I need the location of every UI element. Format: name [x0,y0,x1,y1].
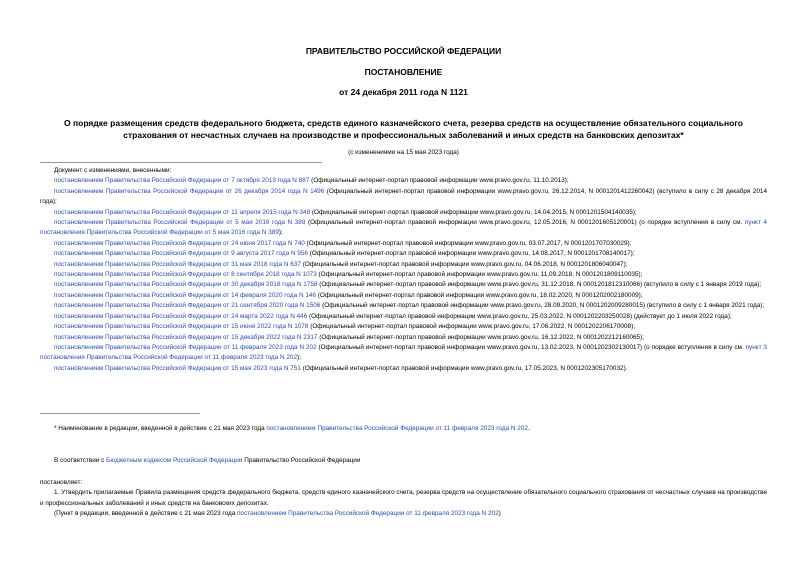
change-text: (Официальный интернет-портал правовой информации www.pravo.gov.ru, 18.02.2020, N 0001202002180009); [316,291,643,299]
change-link[interactable]: постановлением Правительства Российской Федерации от 5 мая 2016 года N 389 [54,219,306,227]
change-item [40,301,767,311]
change-link[interactable]: постановлением Правительства Российской Федерации от 24 июня 2017 года N 740 [54,239,305,247]
note-tail: ) [498,510,501,518]
change-item [40,291,767,301]
doc-type-heading: ПОСТАНОВЛЕНИЕ [364,67,443,77]
change-text: (Официальный интернет-портал правовой информации www.pravo.gov.ru, 13.02.2023, N 0001202302130017) (о порядке вступления в силу см. [316,343,746,351]
note-text: (Пункт в редакции, введенной в действие с 21 мая 2023 года [54,510,238,518]
date-number-heading: от 24 декабря 2011 года N 1121 [339,87,468,97]
change-item [40,364,767,374]
change-link[interactable]: постановлением Правительства Российской Федерации от 21 сентября 2020 года N 1506 [54,302,321,310]
change-text: (Официальный интернет-портал правовой информации www.pravo.gov.ru, 03.07.2017, N 0001201707030029); [304,239,632,247]
change-item [40,270,767,280]
change-text: (Официальный интернет-портал правовой информации www.pravo.gov.ru, 17.06.2022, N 0001202206170008); [308,323,635,331]
change-item [40,333,767,343]
change-link[interactable]: постановлением Правительства Российской Федерации от 31 мая 2018 года N 637 [54,260,301,268]
change-tail: ); [297,354,301,362]
footnote-link[interactable]: постановлением Правительства Российской Федерации от 11 февраля 2023 года N 202 [266,425,528,432]
footnote-tail: . [527,425,530,432]
change-item [40,249,767,259]
change-text: (Официальный интернет-портал правовой информации www.pravo.gov.ru, 11.10.2013); [309,177,569,185]
footnote-text: * Наименование в редакции, введенной в действие с 21 мая 2023 года [54,425,267,432]
change-link[interactable]: постановлением Правительства Российской Федерации от 7 октября 2013 года N 887 [54,177,310,185]
note-link[interactable]: постановлением Правительства Российской Федерации от 11 февраля 2023 года N 202 [237,510,499,518]
change-link[interactable]: постановлением Правительства Российской Федерации от 15 июня 2022 года N 1078 [54,323,309,331]
change-tail: ); [278,229,283,237]
change-link[interactable]: постановлением Правительства Российской Федерации от 15 мая 2023 года N 751 [54,364,301,372]
change-text: (Официальный интернет-портал правовой информации www.pravo.gov.ru, 17.05.2023, N 0001202305170032). [300,364,628,372]
legal-basis [54,457,767,464]
change-text: (Официальный интернет-портал правовой информации www.pravo.gov.ru, 31.12.2018, N 0001201812310066) (вступило в силу с 1 января 2019 года); [317,281,762,289]
change-link[interactable]: постановлением Правительства Российской Федерации от 11 апреля 2015 года N 348 [54,208,311,216]
document-title: О порядке размещения средств федерального бюджета, средств единого казначейского счета, резерва средств на осуществление обязательного социального страхования от несчастных случаев на производстве и профессиональных заболеваний и иных средств на банковских депозитах* [64,118,743,140]
footnote-divider [40,413,200,414]
change-text: (Официальный интернет-портал правовой информации www.pravo.gov.ru, 11.09.2018, N 0001201809110035); [316,271,643,279]
change-link[interactable]: постановлением Правительства Российской Федерации от 14 февраля 2020 года N 146 [54,291,317,299]
change-item [40,208,767,218]
footnote [54,425,767,432]
change-link[interactable]: постановлением Правительства Российской Федерации от 11 февраля 2023 года N 202 [54,343,317,351]
change-items [40,176,767,374]
change-link[interactable]: постановлением Правительства Российской Федерации от 9 августа 2017 года N 956 [54,250,308,258]
change-text: (Официальный интернет-портал правовой информации www.pravo.gov.ru, 14.08.2017, N 0001201708140017); [307,250,635,258]
change-item [40,187,767,208]
change-link[interactable]: постановлением Правительства Российской Федерации от 26 декабря 2014 года N 1496 [54,187,325,195]
change-link[interactable]: постановлением Правительства Российской Федерации от 15 декабря 2022 года N 2317 [54,333,318,341]
change-item [40,280,767,290]
change-item [40,260,767,270]
decree-paragraph-note [40,509,767,519]
change-link[interactable]: постановлением Правительства Российской Федерации от 30 декабря 2018 года N 1758 [54,281,318,289]
change-text: (Официальный интернет-портал правовой информации www.pravo.gov.ru, 25.03.2022, N 0001202203250028) (действует до 1 июля 2022 года); [307,312,732,320]
change-text: (Официальный интернет-портал правовой информации www.pravo.gov.ru, 26.12.2014, N 0001201412260042) (вступило в силу с 28 декабря 2014 года); [40,187,767,206]
change-item [40,218,767,239]
basis-text: В соответствии с [54,457,107,464]
decree-paragraph-1: 1. Утвердить прилагаемые Правила размещения средств федерального бюджета, средств единого казначейского счета, резерва средств на осуществление обязательного социального страхования от несчастных случаев на производстве и профессиональных заболеваний и иных средств на банковских депозитах. [40,489,767,507]
change-text: (Официальный интернет-портал правовой информации www.pravo.gov.ru, 28.09.2020, N 0001202009280015) (вступило в силу с 1 января 2021 года); [320,302,765,310]
change-link[interactable]: постановлением Правительства Российской Федерации от 24 марта 2022 года N 446 [54,312,308,320]
decree-body [40,478,767,520]
change-item [40,343,767,364]
change-text: (Официальный интернет-портал правовой информации www.pravo.gov.ru, 14.04.2015, N 0001201504140035); [310,208,637,216]
basis-tail: Правительство Российской Федерации [242,457,361,464]
change-item [40,312,767,322]
changes-list [40,166,767,374]
change-text: (Официальный интернет-портал правовой информации www.pravo.gov.ru, 12.05.2016, N 0001201605120001) (о порядке вступления в силу см. [305,219,745,227]
change-link-secondary[interactable]: пункт 3 постановления Правительства Российской Федерации от 11 февраля 2023 года N 202 [40,343,767,362]
change-item [40,239,767,249]
change-item [40,176,767,186]
issuer-heading: ПРАВИТЕЛЬСТВО РОССИЙСКОЙ ФЕДЕРАЦИИ [305,46,502,56]
budget-code-link[interactable]: Бюджетным кодексом Российской Федерации [106,457,243,464]
change-link-secondary[interactable]: пункт 4 постановления Правительства Российской Федерации от 5 мая 2016 года N 389 [40,219,767,237]
changes-lead: Документ с изменениями, внесенными: [54,167,172,174]
amendment-note: (с изменениями на 15 мая 2023 года) [348,149,459,156]
change-text: (Официальный интернет-портал правовой информации www.pravo.gov.ru, 16.12.2022, N 0001202212160065); [317,333,645,341]
divider [40,162,322,163]
decree-lead: постановляет: [40,479,83,486]
change-text: (Официальный интернет-портал правовой информации www.pravo.gov.ru, 04.06.2018, N 0001201806040047); [300,260,628,268]
change-link[interactable]: постановлением Правительства Российской Федерации от 8 сентября 2018 года N 1073 [54,271,317,279]
change-item [40,322,767,332]
